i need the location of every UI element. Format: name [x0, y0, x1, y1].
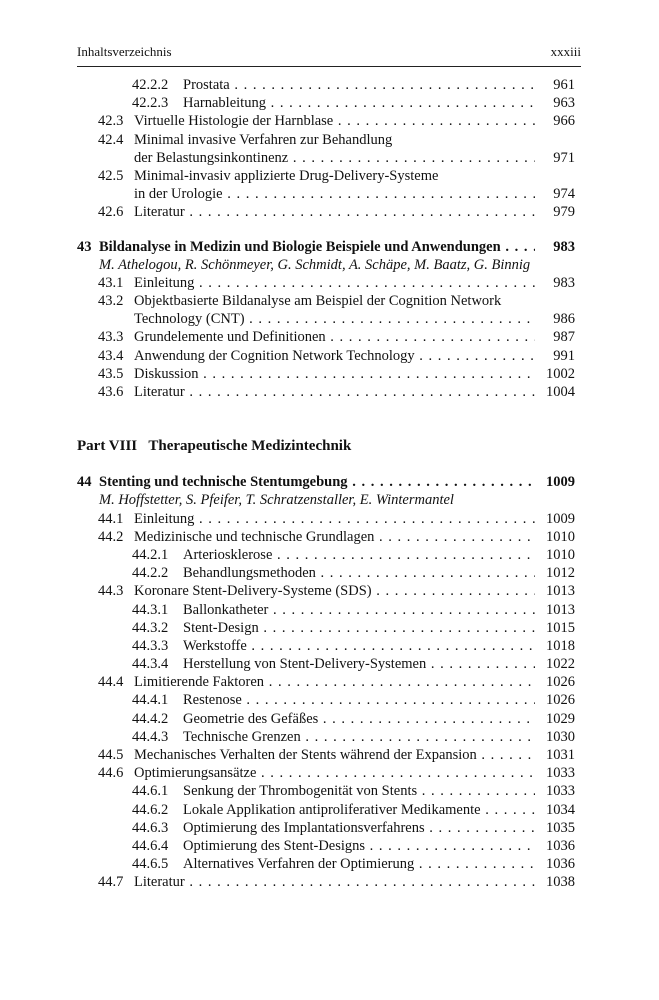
chapter-title: Stenting und technische Stentumgebung . . . — [99, 473, 535, 491]
entry-title: der Belastungsinkontinenz . . . — [134, 149, 535, 167]
entry-page: 987 — [553, 329, 575, 346]
header-rule — [77, 66, 581, 67]
entry-page: 1010 — [546, 546, 575, 563]
entry-page: 974 — [553, 186, 575, 203]
authors-text: M. Hoffstetter, S. Pfeifer, T. Schratzenstaller, E. Wintermantel — [99, 492, 454, 509]
entry-title: Technology (CNT) . . . — [134, 310, 535, 328]
entry-title: Senkung der Thrombogenität von Stents . . . — [183, 782, 535, 800]
toc-entry[interactable] — [77, 782, 575, 800]
toc-entry[interactable] — [77, 149, 575, 167]
part-label: Part VIII — [77, 438, 138, 455]
entry-number: 42.5 — [98, 167, 124, 184]
entry-number: 44.5 — [98, 747, 124, 763]
entry-number: 44.4.1 — [132, 692, 169, 709]
authors-text: M. Athelogou, R. Schönmeyer, G. Schmidt, A. Schäpe, M. Baatz, G. Binnig — [99, 256, 531, 273]
toc-entry[interactable] — [77, 637, 575, 655]
chapter-page: 983 — [553, 238, 575, 255]
toc-entry[interactable] — [77, 619, 575, 637]
entry-number: 44.7 — [98, 874, 124, 891]
entry-page: 1002 — [546, 365, 575, 382]
toc-entry[interactable] — [77, 76, 575, 94]
toc-block-chapter-43 — [77, 274, 575, 401]
part-title: Therapeutische Medizintechnik — [148, 438, 352, 455]
entry-page: 1018 — [546, 637, 575, 654]
toc-entry[interactable] — [77, 873, 575, 891]
entry-number: 42.2.3 — [132, 95, 169, 112]
entry-title: Virtuelle Histologie der Harnblase . . . — [134, 112, 535, 130]
entry-number: 44.6.5 — [132, 856, 169, 873]
toc-entry[interactable] — [77, 94, 575, 112]
chapter-heading-44[interactable] — [77, 473, 575, 491]
entry-title: Minimal-invasiv applizierte Drug-Delivery-Systeme — [134, 167, 439, 184]
entry-page: 1033 — [546, 765, 575, 782]
entry-number: 43.6 — [98, 384, 124, 400]
entry-page: 971 — [553, 149, 575, 166]
entry-number: 44.6.3 — [132, 819, 169, 836]
toc-entry[interactable] — [77, 819, 575, 837]
toc-entry[interactable] — [77, 673, 575, 691]
chapter-page: 1009 — [546, 474, 575, 491]
toc-entry[interactable] — [77, 764, 575, 782]
entry-number: 42.3 — [98, 113, 124, 130]
toc-entry[interactable] — [77, 131, 575, 149]
entry-title: Einleitung . . . — [134, 274, 535, 292]
chapter-number: 43 — [77, 238, 92, 255]
table-of-contents — [77, 76, 575, 892]
toc-entry[interactable] — [77, 582, 575, 600]
entry-page: 1026 — [546, 692, 575, 709]
toc-entry[interactable] — [77, 292, 575, 310]
entry-page: 1009 — [546, 510, 575, 527]
entry-page: 1036 — [546, 856, 575, 873]
entry-number: 44.2 — [98, 528, 124, 545]
toc-entry[interactable] — [77, 855, 575, 873]
toc-entry[interactable] — [77, 801, 575, 819]
entry-title: Restenose . . . — [183, 691, 535, 709]
entry-title: Grundelemente und Definitionen . . . — [134, 328, 535, 346]
entry-title: Optimierung des Implantationsverfahrens . . . — [183, 819, 535, 837]
entry-page: 1029 — [546, 710, 575, 727]
toc-entry[interactable] — [77, 746, 575, 764]
toc-entry[interactable] — [77, 112, 575, 130]
entry-title: Mechanisches Verhalten der Stents während der Expansion . . . — [134, 746, 535, 764]
entry-page: 1015 — [546, 619, 575, 636]
entry-number: 42.2.2 — [132, 77, 169, 93]
header-page-number: xxxiii — [550, 44, 581, 59]
entry-title: Herstellung von Stent-Delivery-Systemen . . . — [183, 655, 535, 673]
entry-title: Objektbasierte Bildanalyse am Beispiel der Cognition Network — [134, 293, 502, 310]
toc-entry[interactable] — [77, 710, 575, 728]
entry-page: 1030 — [546, 728, 575, 745]
chapter-authors — [77, 491, 575, 509]
entry-page: 1004 — [546, 384, 575, 400]
toc-entry[interactable] — [77, 510, 575, 528]
entry-page: 1022 — [546, 656, 575, 673]
header-title: Inhaltsverzeichnis — [77, 44, 172, 59]
entry-number: 44.6 — [98, 765, 124, 782]
entry-title: Lokale Applikation antiproliferativer Medikamente . . . — [183, 801, 535, 819]
entry-page: 1013 — [546, 583, 575, 600]
entry-title: Minimal invasive Verfahren zur Behandlung — [134, 131, 393, 148]
toc-entry[interactable] — [77, 347, 575, 365]
entry-page: 1012 — [546, 565, 575, 582]
entry-number: 43.4 — [98, 347, 124, 364]
entry-page: 961 — [553, 77, 575, 93]
entry-title: Literatur . . . — [134, 203, 535, 221]
entry-page: 1036 — [546, 837, 575, 854]
entry-title: Literatur . . . — [134, 383, 535, 401]
entry-number: 44.4 — [98, 674, 124, 691]
chapter-heading-43[interactable] — [77, 238, 575, 256]
entry-title: Alternatives Verfahren der Optimierung . . . — [183, 855, 535, 873]
entry-page: 983 — [553, 274, 575, 291]
entry-number: 44.2.1 — [132, 546, 169, 563]
entry-number: 44.3.3 — [132, 637, 169, 654]
entry-number: 43.1 — [98, 274, 124, 291]
entry-number: 43.2 — [98, 293, 124, 310]
entry-number: 44.3.4 — [132, 656, 169, 673]
entry-number: 44.6.1 — [132, 783, 169, 800]
entry-number: 44.3 — [98, 583, 124, 600]
running-header — [77, 44, 581, 60]
entry-number: 44.4.3 — [132, 728, 169, 745]
entry-page: 979 — [553, 204, 575, 221]
entry-title: Limitierende Faktoren . . . — [134, 673, 535, 691]
entry-title: Optimierung des Stent-Designs . . . — [183, 837, 535, 855]
toc-entry[interactable] — [77, 274, 575, 292]
entry-title: Werkstoffe . . . — [183, 637, 535, 655]
entry-page: 1034 — [546, 801, 575, 818]
entry-page: 986 — [553, 311, 575, 328]
toc-entry[interactable] — [77, 691, 575, 709]
entry-title: Literatur . . . — [134, 873, 535, 891]
toc-entry[interactable] — [77, 601, 575, 619]
part-heading — [77, 435, 575, 457]
entry-title: Harnableitung . . . — [183, 94, 535, 112]
entry-title: in der Urologie . . . — [134, 185, 535, 203]
entry-number: 44.1 — [98, 510, 124, 527]
entry-page: 1035 — [546, 819, 575, 836]
entry-page: 963 — [553, 95, 575, 112]
entry-number: 44.3.1 — [132, 601, 169, 618]
entry-title: Medizinische und technische Grundlagen . . . — [134, 528, 535, 546]
toc-entry[interactable] — [77, 546, 575, 564]
entry-number: 42.6 — [98, 204, 124, 221]
toc-entry[interactable] — [77, 185, 575, 203]
entry-number: 43.3 — [98, 329, 124, 346]
chapter-number: 44 — [77, 474, 92, 491]
entry-title: Behandlungsmethoden . . . — [183, 564, 535, 582]
entry-page: 1031 — [546, 747, 575, 763]
toc-entry[interactable] — [77, 564, 575, 582]
entry-title: Ballonkatheter . . . — [183, 601, 535, 619]
toc-entry[interactable] — [77, 328, 575, 346]
toc-entry[interactable] — [77, 837, 575, 855]
entry-title: Stent-Design . . . — [183, 619, 535, 637]
entry-title: Technische Grenzen . . . — [183, 728, 535, 746]
toc-entry[interactable] — [77, 310, 575, 328]
chapter-authors — [77, 256, 575, 274]
entry-title: Koronare Stent-Delivery-Systeme (SDS) . . . — [134, 582, 535, 600]
toc-entry[interactable] — [77, 203, 575, 221]
entry-title: Diskussion . . . — [134, 365, 535, 383]
entry-number: 42.4 — [98, 131, 124, 148]
entry-page: 1033 — [546, 783, 575, 800]
toc-entry[interactable] — [77, 655, 575, 673]
chapter-title: Bildanalyse in Medizin und Biologie Beispiele und Anwendungen . . . — [99, 238, 535, 256]
entry-page: 1038 — [546, 874, 575, 891]
entry-number: 44.2.2 — [132, 565, 169, 582]
entry-page: 1010 — [546, 528, 575, 545]
entry-page: 991 — [553, 347, 575, 364]
toc-entry[interactable] — [77, 383, 575, 401]
entry-page: 1013 — [546, 601, 575, 618]
entry-number: 44.3.2 — [132, 619, 169, 636]
toc-block-chapter-42 — [77, 76, 575, 222]
entry-number: 43.5 — [98, 365, 124, 382]
entry-title: Einleitung . . . — [134, 510, 535, 528]
entry-title: Anwendung der Cognition Network Technology . . . — [134, 347, 535, 365]
toc-block-chapter-44 — [77, 510, 575, 892]
entry-title: Geometrie des Gefäßes . . . — [183, 710, 535, 728]
toc-entry[interactable] — [77, 528, 575, 546]
toc-entry[interactable] — [77, 167, 575, 185]
toc-entry[interactable] — [77, 365, 575, 383]
entry-number: 44.6.4 — [132, 837, 169, 854]
entry-number: 44.6.2 — [132, 801, 169, 818]
entry-title: Optimierungsansätze . . . — [134, 764, 535, 782]
entry-number: 44.4.2 — [132, 710, 169, 727]
toc-entry[interactable] — [77, 728, 575, 746]
entry-page: 966 — [553, 113, 575, 130]
entry-title: Arteriosklerose . . . — [183, 546, 535, 564]
entry-title: Prostata . . . — [183, 76, 535, 94]
entry-page: 1026 — [546, 674, 575, 691]
